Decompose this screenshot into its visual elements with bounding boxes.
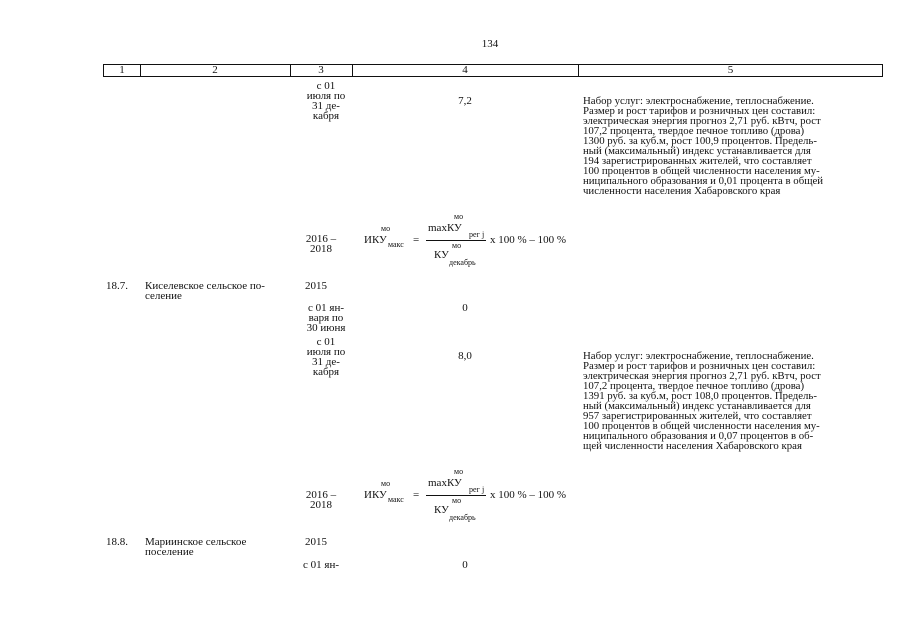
header-col-3: 3 (318, 64, 324, 76)
years-range: 2016 – 2018 (305, 233, 337, 255)
settlement-name: Киселевское сельское по- селение (145, 280, 265, 302)
index-value: 0 (462, 559, 468, 571)
years-range: 2016 – 2018 (305, 489, 337, 511)
settlement-name: Мариинское сельское поселение (145, 536, 247, 558)
header-col-4: 4 (462, 64, 468, 76)
note-text: Набор услуг: электроснабжение, теплоснабжение. Размер и рост тарифов и розничных цен составил: электрическая энергия прогноз 2,71 руб. кВтч, рост 107,2 процента, твердое печное топливо (дрова) 1300 руб. за куб.м, рост 100,9 процентов. Предель- ный (максимальный) индекс устанавливается для 194 зарегистрированных жителей, что составляет 100 процентов в общей численности населения му- ниципального образования и 0,01 процента в общей численности населения Хабаровского края (583, 95, 824, 197)
header-col-1: 1 (119, 64, 125, 76)
header-col-2: 2 (212, 64, 218, 76)
year: 2015 (305, 280, 327, 292)
period-jan: с 01 ян- (303, 559, 339, 571)
row-number: 18.7. (106, 280, 128, 292)
page-number: 134 (481, 38, 499, 50)
formula: мо ИКУ макс = мо maxКУ рег j мо КУ декабрь х 100 % – 100 % (364, 212, 567, 267)
period-jul-dec: с 01 июля по 31 де- кабря (306, 336, 346, 378)
note-text: Набор услуг: электроснабжение, теплоснабжение. Размер и рост тарифов и розничных цен составил: электрическая энергия прогноз 2,71 руб. кВтч, рост 107,2 процента, твердое печное топливо (дрова) 1391 руб. за куб.м, рост 108,0 процентов. Предель- ный (максимальный) индекс устанавливается для 957 зарегистрированных жителей, что составляет 100 процентов в общей численности населения му- ниципального образования и 0,07 процентов в об- щей численности населения Хабаровского края (583, 350, 821, 452)
table-header (103, 64, 883, 77)
header-col-5: 5 (727, 64, 734, 76)
year: 2015 (305, 536, 327, 548)
index-value: 8,0 (458, 350, 472, 362)
row-number: 18.8. (106, 536, 128, 548)
period-jul-dec: с 01 июля по 31 де- кабря (306, 80, 346, 122)
formula: мо ИКУ макс = мо maxКУ рег j мо КУ декабрь х 100 % – 100 % (364, 467, 567, 522)
index-value: 7,2 (458, 95, 472, 107)
period-jan-jun: с 01 ян- варя по 30 июня (306, 302, 346, 334)
index-value: 0 (462, 302, 468, 314)
